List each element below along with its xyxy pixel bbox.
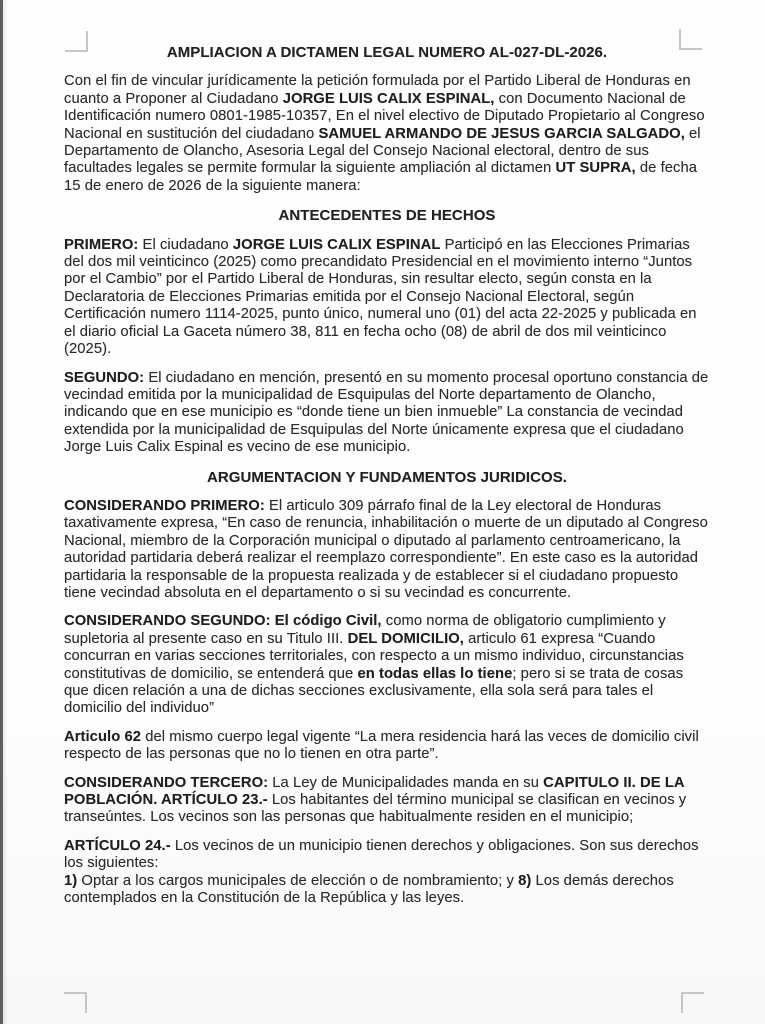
paragraph-articulo-62 bbox=[64, 729, 710, 764]
text-run-label: SEGUNDO: bbox=[64, 369, 145, 386]
paragraph-considerando-primero bbox=[64, 498, 710, 602]
text-run: con Documento Nacional de Identificación numero 0801-1985-10357, En el nivel electivo de Diputado Propietario al Congreso Nacional en sustitución del ciudadano bbox=[64, 90, 705, 142]
text-run: Optar a los cargos municipales de elección o de nombramiento; y bbox=[77, 872, 519, 889]
text-run-emphasis: DEL DOMICILIO, bbox=[347, 630, 464, 647]
text-run: La Ley de Municipalidades manda en su bbox=[268, 774, 544, 791]
text-run-label: CONSIDERANDO TERCERO: bbox=[64, 774, 269, 791]
text-run-emphasis: CAPITULO II. DE LA POBLACIÓN. ARTÍCULO 23.- bbox=[64, 774, 685, 809]
text-run-emphasis: UT SUPRA, bbox=[555, 160, 636, 177]
text-run: El articulo 309 párrafo final de la Ley electoral de Honduras taxativamente expresa, “En caso de renuncia, inhabilitación o muerte de un diputado al Congreso Nacional, miembro de la Corporación municipal o diputado al parlamento centroamericano, la autoridad partidaria deberá realizar el reemplazo correspondiente”. En este caso es la autoridad partidaria la responsable de la propuesta realizada y de establecer si el ciudadano propuesto tiene vecindad absoluta en el departamento o si su vecindad es concurrente. bbox=[64, 497, 708, 601]
text-run: articulo 61 expresa “Cuando concurran en varias secciones territoriales, con respecto a un mismo individuo, circunstancias constitutivas de domicilio, se entenderá que bbox=[64, 630, 684, 682]
text-run-label: ARTÍCULO 24.- bbox=[64, 837, 171, 854]
paragraph-numerales bbox=[64, 873, 710, 908]
paragraph-primero bbox=[64, 237, 710, 359]
text-run-emphasis: en todas ellas lo tiene bbox=[357, 665, 513, 682]
text-run: el Departamento de Olancho, Asesoria Legal del Consejo Nacional electoral, dentro de sus facultades legales se permite formular la siguiente ampliación al dictamen bbox=[64, 125, 701, 177]
text-run-numeral: 8) bbox=[518, 872, 532, 889]
text-run: ; pero si se trata de cosas que dicen relación a una de dichas secciones exclusivamente, ella sola será para tales el domicilio del individuo” bbox=[64, 665, 684, 717]
text-run: Los habitantes del término municipal se clasifican en vecinos y transeúntes. Los vecinos son las personas que habitualmente residen en el municipio; bbox=[64, 792, 687, 826]
text-run-label: PRIMERO: bbox=[64, 236, 139, 253]
document-title: AMPLIACION A DICTAMEN LEGAL NUMERO AL-027-DL-2026. bbox=[166, 44, 608, 61]
paragraph-articulo-24 bbox=[64, 838, 710, 873]
text-run: del mismo cuerpo legal vigente “La mera residencia hará las veces de domicilio civil respecto de las personas que no lo tienen en otra parte”. bbox=[64, 728, 699, 763]
text-run-label: CONSIDERANDO PRIMERO: bbox=[64, 497, 265, 514]
scan-edge-shadow bbox=[0, 0, 3, 1024]
text-run: El ciudadano en mención, presentó en su momento procesal oportuno constancia de vecindad emitida por la municipalidad de Esquipulas del Norte departamento de Olancho, indicando que en ese municipio es “donde tiene un bien inmueble” La constancia de vecindad extendida por la municipalidad de Esquipulas del Norte únicamente expresa que el ciudadano Jorge Luis Calix Espinal es vecino de ese municipio. bbox=[64, 369, 709, 456]
text-run-label: CONSIDERANDO SEGUNDO: El código Civil, bbox=[64, 613, 382, 630]
text-run: Los demás derechos contemplados en la Constitución de la República y las leyes. bbox=[64, 872, 674, 907]
text-run: Con el fin de vincular jurídicamente la petición formulada por el Partido Liberal de Honduras en cuanto a Proponer al Ciudadano bbox=[64, 73, 691, 107]
text-run: El ciudadano bbox=[138, 236, 233, 253]
text-run: de fecha 15 de enero de 2026 de la siguiente manera: bbox=[64, 160, 698, 194]
section-heading-antecedentes: ANTECEDENTES DE HECHOS bbox=[278, 207, 496, 225]
text-run: como norma de obligatorio cumplimiento y supletoria al presente caso en su Titulo III. bbox=[64, 613, 666, 647]
paragraph-segundo bbox=[64, 370, 710, 457]
text-run: Participó en las Elecciones Primarias del dos mil veinticinco (2025) como precandidato Presidencial en el movimiento interno “Juntos por el Cambio” por el Partido Liberal de Honduras, sin resultar electo, según consta en la Declaratoria de Elecciones Primarias emitida por el Consejo Nacional Electoral, según Certificación numero 1114-2025, punto único, numeral uno (01) del acta 22-2025 y publicada en el diario oficial La Gaceta número 38, 811 en fecha ocho (08) de abril de dos mil veinticinco (2025). bbox=[64, 236, 697, 358]
text-run-numeral: 1) bbox=[64, 872, 78, 889]
text-run-person-name: SAMUEL ARMANDO DE JESUS GARCIA SALGADO, bbox=[318, 125, 685, 142]
text-run-person-name: JORGE LUIS CALIX ESPINAL, bbox=[282, 90, 495, 107]
margin-corner-mark-bottom-left bbox=[64, 992, 87, 1013]
text-run-label: Articulo 62 bbox=[64, 728, 142, 745]
paragraph-considerando-tercero bbox=[64, 775, 710, 827]
margin-corner-mark-bottom-right bbox=[681, 992, 704, 1013]
paragraph-considerando-segundo bbox=[64, 613, 710, 717]
document-body bbox=[64, 44, 710, 907]
section-heading-argumentacion: ARGUMENTACION Y FUNDAMENTOS JURIDICOS. bbox=[207, 468, 567, 486]
text-run-person-name: JORGE LUIS CALIX ESPINAL bbox=[232, 236, 441, 253]
paragraph-intro bbox=[64, 73, 710, 195]
text-run: Los vecinos de un municipio tienen derechos y obligaciones. Son sus derechos los siguientes: bbox=[64, 837, 699, 872]
